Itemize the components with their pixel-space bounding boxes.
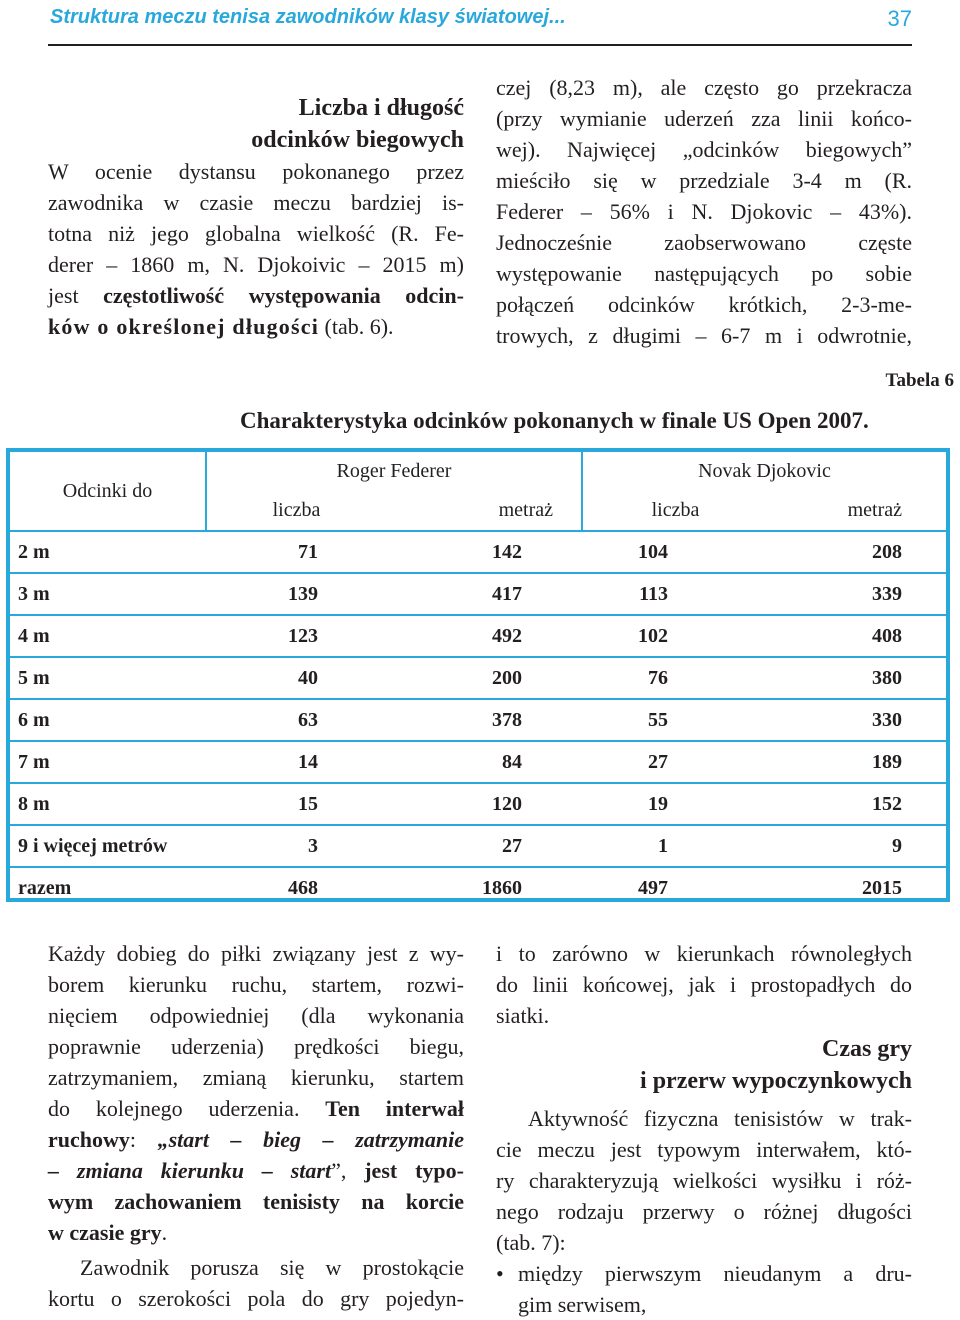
table-cell: 380	[768, 657, 946, 699]
text-line: borem kierunku ruchu, startem, rozwi-	[48, 972, 464, 997]
table-row	[10, 741, 946, 783]
table-row	[10, 825, 946, 867]
text-line: i to zarówno w kierunkach równoległych	[496, 941, 912, 966]
player-header-djokovic: Novak Djokovic	[582, 452, 946, 490]
table-cell: 339	[768, 573, 946, 615]
section2-right-column	[496, 938, 912, 1320]
running-header	[48, 0, 912, 46]
table-cell: 15	[206, 783, 386, 825]
section2-left-column	[48, 938, 464, 1314]
text-line: Federer – 56% i N. Djokovic – 43%).	[496, 199, 912, 224]
table-cell: 3	[206, 825, 386, 867]
table-caption: Charakterystyka odcinków pokonanych w finale US Open 2007.	[240, 408, 869, 433]
table-header-row	[10, 452, 946, 490]
row-label: 8 m	[10, 783, 206, 825]
text-line: ruchowy: „start – bieg – zatrzymanie	[48, 1127, 464, 1152]
section-heading-line2: i przerw wypoczynkowych	[640, 1068, 912, 1094]
text-line: Każdy dobieg do piłki związany jest z wy-	[48, 941, 464, 966]
table-cell: 120	[386, 783, 582, 825]
table-cell: 84	[386, 741, 582, 783]
text-line: gim serwisem,	[518, 1292, 647, 1317]
text-line: do linii końcowej, jak i prostopadłych do	[496, 972, 912, 997]
text-line: ry charakteryzują wielkości wysiłku i róż-	[496, 1168, 912, 1193]
subheader-liczba: liczba	[582, 490, 768, 531]
bullet-icon: •	[496, 1261, 504, 1286]
text-line: występowanie następujących po sobie	[496, 261, 912, 286]
text-line: Aktywność fizyczna tenisistów w trak-	[528, 1106, 912, 1131]
table-cell: 378	[386, 699, 582, 741]
table-cell: 189	[768, 741, 946, 783]
table-row	[10, 615, 946, 657]
text-line: – zmiana kierunku – start”, jest typo-	[48, 1158, 464, 1183]
data-table	[6, 448, 950, 902]
section1-left-column	[48, 92, 464, 342]
table-cell: 408	[768, 615, 946, 657]
table-cell: 27	[386, 825, 582, 867]
table-cell: 14	[206, 741, 386, 783]
text-line: między pierwszym nieudanym a dru-	[518, 1261, 912, 1286]
subheader-liczba: liczba	[206, 490, 386, 531]
text-line: poprawnie uderzenia) prędkości biegu,	[48, 1034, 464, 1059]
section-heading-line1: Liczba i długość	[298, 95, 464, 121]
table-row	[10, 783, 946, 825]
table-cell: 102	[582, 615, 768, 657]
row-label: 6 m	[10, 699, 206, 741]
table-cell: 2015	[862, 876, 902, 899]
section-heading-line2: odcinków biegowych	[251, 127, 464, 153]
text-line: Jednocześnie zaobserwowano częste	[496, 230, 912, 255]
row-label: 7 m	[10, 741, 206, 783]
table-cell: 104	[582, 531, 768, 573]
table-cell: 152	[768, 783, 946, 825]
table-row	[10, 657, 946, 699]
text-line: zawodnika w czasie meczu bardziej is-	[48, 190, 464, 215]
text-line: czej (8,23 m), ale często go przekracza	[496, 75, 912, 100]
table-label: Tabela 6	[885, 370, 954, 391]
text-line: mieściło się w przedziale 3-4 m (R.	[496, 168, 912, 193]
text-line: trowych, z długimi – 6-7 m i odwrotnie,	[496, 323, 912, 348]
running-title: Struktura meczu tenisa zawodników klasy światowej...	[50, 6, 566, 28]
row-label: 2 m	[10, 531, 206, 573]
text-line: jest częstotliwość występowania odcin-	[48, 283, 464, 308]
corner-header: Odcinki do	[10, 452, 206, 531]
table-cell: 40	[206, 657, 386, 699]
table-row	[10, 699, 946, 741]
text-line: nięciem odpowiedniej (dla wykonania	[48, 1003, 464, 1028]
page-number: 37	[887, 6, 912, 31]
table-cell: 27	[582, 741, 768, 783]
table-row	[10, 573, 946, 615]
table-row	[10, 867, 946, 908]
section1-right-column	[496, 72, 912, 351]
table-cell: 142	[386, 531, 582, 573]
row-label: 4 m	[10, 615, 206, 657]
table-cell: 55	[582, 699, 768, 741]
table-cell: 492	[386, 615, 582, 657]
table-cell: 1860	[482, 876, 522, 899]
text-line: kortu o szerokości pola do gry pojedyn-	[48, 1286, 464, 1311]
text-line: W ocenie dystansu pokonanego przez	[48, 159, 464, 184]
table-cell: 417	[386, 573, 582, 615]
text-line: wej). Najwięcej „odcinków biegowych”	[496, 137, 912, 162]
text-line: zatrzymaniem, zmianą kierunku, startem	[48, 1065, 464, 1090]
table-cell: 330	[768, 699, 946, 741]
row-label: 9 i więcej metrów	[10, 825, 206, 867]
text-line: totna niż jego globalna wielkość (R. Fe-	[48, 221, 464, 246]
row-label: razem	[18, 876, 72, 899]
table-cell: 71	[206, 531, 386, 573]
text-line: (tab. 7):	[496, 1230, 566, 1255]
table-cell: 76	[582, 657, 768, 699]
table-cell: 63	[206, 699, 386, 741]
table-cell: 113	[582, 573, 768, 615]
table-cell: 1	[582, 825, 768, 867]
table-cell: 123	[206, 615, 386, 657]
text-line: cie meczu jest typowym interwałem, któ-	[496, 1137, 912, 1162]
table-cell: 208	[768, 531, 946, 573]
table-cell: 200	[386, 657, 582, 699]
row-label: 5 m	[10, 657, 206, 699]
subheader-metraz: metraż	[768, 490, 946, 531]
table-cell: 468	[288, 876, 318, 899]
subheader-metraz: metraż	[386, 490, 582, 531]
text-line: wym zachowaniem tenisisty na korcie	[48, 1189, 464, 1214]
table-cell: 19	[582, 783, 768, 825]
section-heading-line1: Czas gry	[822, 1036, 912, 1062]
text-line: ków o określonej długości (tab. 6).	[48, 314, 394, 339]
table-row	[10, 531, 946, 573]
table-cell: 9	[768, 825, 946, 867]
row-label: 3 m	[10, 573, 206, 615]
text-line: w czasie gry.	[48, 1220, 168, 1245]
text-line: siatki.	[496, 1003, 550, 1028]
text-line: (przy wymianie uderzeń zza linii końco-	[496, 106, 912, 131]
text-line: Zawodnik porusza się w prostokącie	[80, 1255, 464, 1280]
text-line: do kolejnego uderzenia. Ten interwał	[48, 1096, 464, 1121]
table-cell: 139	[206, 573, 386, 615]
player-header-federer: Roger Federer	[206, 452, 582, 490]
text-line: nego rodzaju przerwy o różnej długości	[496, 1199, 912, 1224]
table-cell: 497	[638, 876, 668, 899]
text-line: derer – 1860 m, N. Djokoivic – 2015 m)	[48, 252, 464, 277]
text-line: połączeń odcinków krótkich, 2-3-me-	[496, 292, 912, 317]
